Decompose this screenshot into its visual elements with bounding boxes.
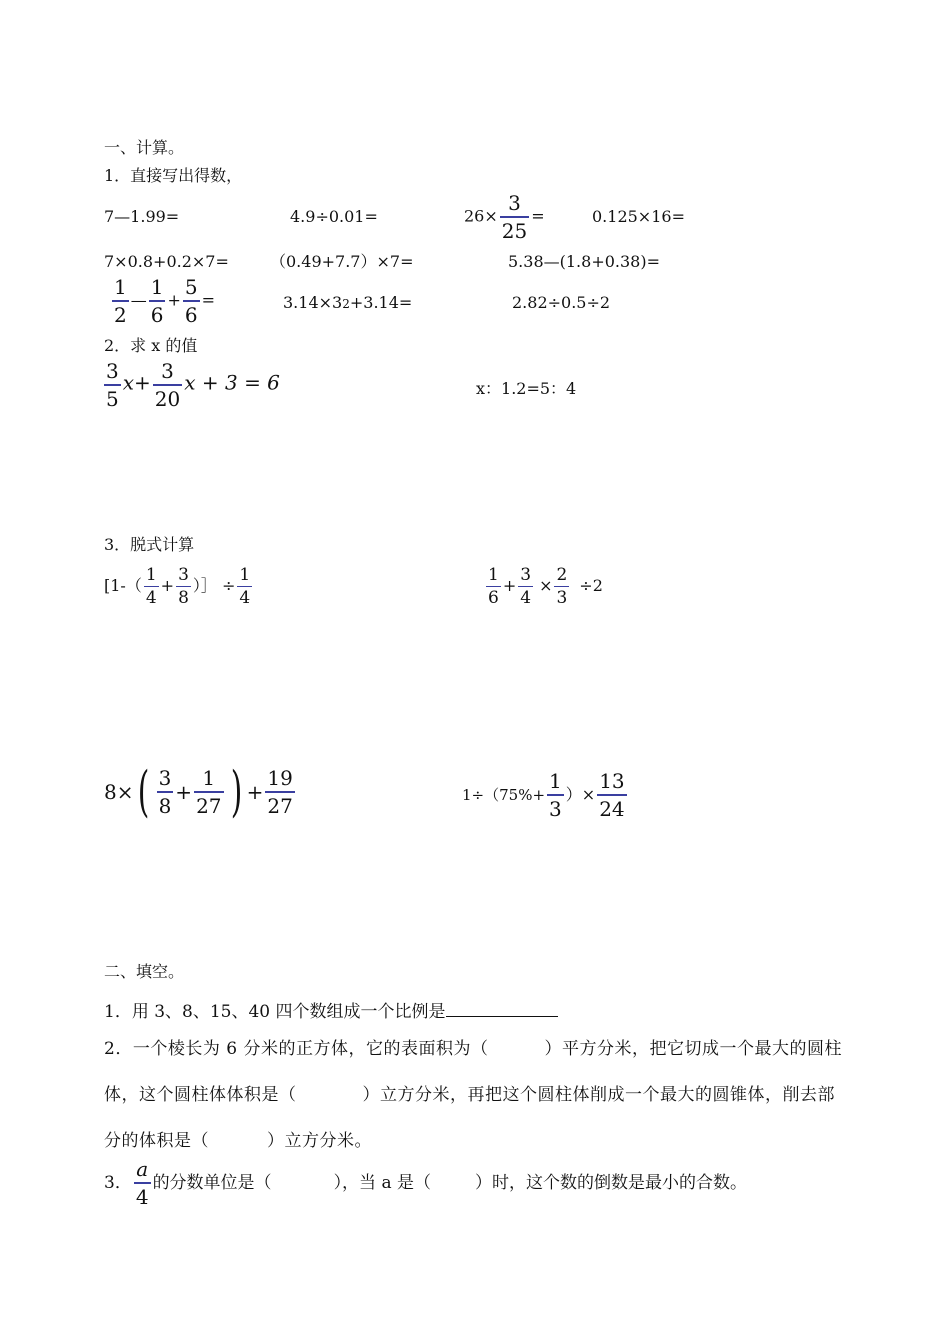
operator-plus: +	[502, 576, 517, 595]
fraction-a-4	[134, 1156, 151, 1210]
fraction-1-4	[144, 564, 159, 609]
fraction-1-27	[194, 765, 223, 819]
denominator: 27	[196, 794, 222, 818]
numerator: 1	[194, 765, 223, 793]
equation-1	[102, 358, 280, 412]
fraction-3-25	[500, 190, 529, 244]
variable-x: x	[122, 370, 135, 395]
q3-title: 3．脱式计算	[104, 535, 195, 554]
operator-plus: +	[167, 290, 181, 310]
numerator: 3	[157, 765, 174, 793]
equals-sign: =	[201, 290, 216, 310]
expr-1b: 4.9÷0.01=	[290, 207, 378, 226]
calc-1	[104, 564, 254, 609]
denominator: 27	[267, 794, 293, 818]
fraction-3-8	[176, 564, 191, 609]
fraction-3-20	[153, 358, 182, 412]
expr-3a	[110, 274, 215, 328]
fraction-1-6	[486, 564, 501, 609]
fraction-13-24	[597, 768, 626, 822]
fill-q3-part1: 的分数单位是（	[152, 1173, 272, 1193]
numerator: 5	[183, 274, 200, 302]
calc-3-pre: 8×	[104, 780, 134, 804]
expr-3b-pre: 3.14×3	[283, 293, 343, 312]
answer-blank[interactable]	[446, 1000, 558, 1017]
denominator: 6	[150, 303, 164, 327]
section2-title: 二、填空。	[104, 962, 185, 981]
expr-3c: 2.82÷0.5÷2	[512, 293, 611, 312]
fraction-1-2	[112, 274, 129, 328]
fill-q3-num: 3．	[104, 1173, 132, 1193]
calc-1-mid: ）］ ÷	[192, 576, 236, 595]
operator-plus-2: +	[246, 780, 264, 804]
numerator: 2	[556, 565, 568, 585]
denominator: 4	[239, 588, 251, 608]
calc-1-pre: [1-（	[104, 576, 142, 595]
numerator: 3	[153, 358, 182, 386]
fraction-3-4	[518, 564, 533, 609]
numerator: 3	[104, 358, 121, 386]
fill-q3	[104, 1156, 747, 1210]
operator-plus: +	[160, 576, 175, 595]
fraction-3-8	[157, 765, 174, 819]
denominator: 25	[501, 219, 528, 243]
fill-q1	[104, 1000, 558, 1022]
fraction-1-6	[149, 274, 166, 328]
fill-q2	[104, 1026, 850, 1164]
fill-q2-part1: 2．一个棱长为 6 分米的正方体，它的表面积为（	[104, 1039, 489, 1059]
denominator: 4	[145, 588, 157, 608]
numerator: 3	[500, 190, 529, 218]
calc-4	[462, 768, 629, 822]
fill-q2-part4: ）立方分米。	[267, 1131, 372, 1151]
calc-2-post: ÷2	[579, 576, 603, 595]
fill-q2-part2: ）平方分米，把它切成一个最大的圆柱体，这个圆柱体体积是（	[104, 1039, 842, 1105]
expr-1d: 0.125×16=	[592, 207, 685, 226]
denominator: 4	[135, 1185, 149, 1209]
numerator: 19	[265, 765, 294, 793]
expr-3b	[283, 293, 412, 314]
numerator: 1	[239, 565, 251, 585]
numerator: 13	[597, 768, 626, 796]
q2-title: 2．求 x 的值	[104, 336, 198, 355]
numerator: 3	[178, 565, 189, 585]
calc-4-mid: ）×	[565, 785, 596, 804]
expr-2c: 5.38—(1.8+0.38)=	[508, 252, 660, 271]
denominator: 8	[178, 588, 189, 608]
fraction-5-6	[183, 274, 200, 328]
numerator: 1	[149, 274, 166, 302]
denominator: 20	[154, 387, 181, 411]
denominator: 3	[556, 588, 568, 608]
fill-q1-text: 1．用 3、8、15、40 四个数组成一个比例是	[104, 1002, 446, 1022]
fraction-3-5	[104, 358, 121, 412]
calc-3	[104, 762, 297, 832]
operator-minus: —	[130, 290, 147, 310]
numerator: 3	[520, 565, 532, 585]
left-paren: (	[138, 760, 150, 823]
fraction-1-3	[547, 768, 564, 822]
numerator: 1	[145, 565, 157, 585]
numerator: 1	[547, 768, 564, 796]
right-paren: )	[230, 760, 242, 823]
operator-times: ×	[539, 576, 553, 595]
numerator: 1	[112, 274, 129, 302]
fill-q3-part2: ），当 a 是（	[333, 1173, 432, 1193]
denominator: 6	[184, 303, 198, 327]
denominator: 3	[549, 797, 562, 821]
expr-1c-pre: 26×	[464, 206, 498, 226]
denominator: 6	[488, 588, 499, 608]
denominator: 4	[520, 588, 532, 608]
numerator: a	[134, 1156, 151, 1184]
fraction-1-4b	[237, 564, 252, 609]
expr-1a: 7—1.99=	[104, 207, 180, 226]
denominator: 5	[106, 387, 119, 411]
fill-q2-part3: ）立方分米，再把这个圆柱体削成一个最大的圆锥体，削去部分的体积是（	[104, 1085, 835, 1151]
calc-4-pre: 1÷（75%+	[462, 786, 546, 804]
numerator: 1	[488, 565, 499, 585]
expr-2a: 7×0.8+0.2×7=	[104, 252, 229, 271]
expr-1c-post: =	[531, 206, 545, 226]
section1-title: 一、计算。	[104, 138, 185, 157]
expr-3b-post: +3.14=	[349, 293, 413, 312]
q1-title: 1．直接写出得数，	[104, 166, 243, 185]
equation-1-rest: x + 3 = 6	[184, 370, 280, 395]
denominator: 2	[114, 303, 127, 327]
calc-2	[484, 564, 603, 609]
fill-q3-part3: ）时，这个数的倒数是最小的合数。	[475, 1173, 748, 1193]
fraction-2-3	[554, 564, 569, 609]
exponent: 2	[342, 297, 350, 311]
operator-plus: +	[175, 780, 193, 804]
fraction-19-27	[265, 765, 294, 819]
denominator: 24	[599, 797, 625, 821]
equation-2: x：1.2=5：4	[476, 379, 577, 398]
expr-1c	[464, 190, 545, 244]
expr-2b: （0.49+7.7）×7=	[270, 252, 414, 271]
denominator: 8	[158, 794, 172, 818]
operator-plus: +	[134, 370, 151, 395]
